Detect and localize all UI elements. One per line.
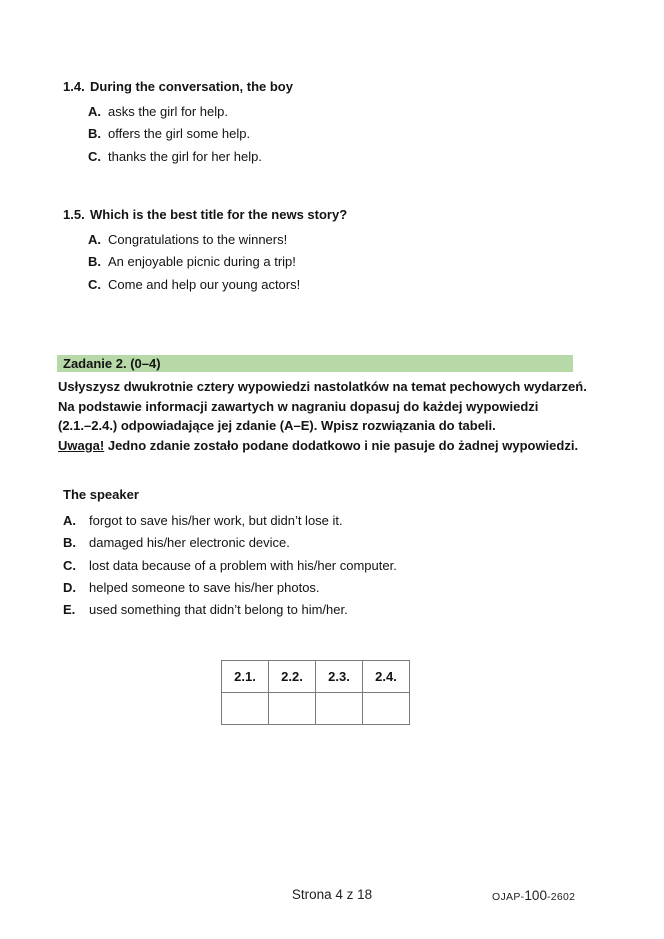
exam-code-mid: 100 <box>524 888 547 903</box>
task-2-instructions <box>58 377 587 455</box>
answer-cell-2-4 <box>363 693 410 725</box>
exam-code-prefix: OJAP- <box>492 891 525 903</box>
question-1-5-heading <box>63 207 347 222</box>
answer-cell-2-3 <box>316 693 363 725</box>
question-number: 1.5. <box>63 207 85 222</box>
note-text: Jedno zdanie zostało podane dodatkowo i nie pasuje do żadnej wypowiedzi. <box>104 437 579 453</box>
question-1-4-heading <box>63 79 293 94</box>
question-1-4-options <box>88 101 293 168</box>
instruction-line: Na podstawie informacji zawartych w nagraniu dopasuj do każdej wypowiedzi <box>58 398 539 414</box>
option-b <box>88 251 347 273</box>
exam-code-suffix: -2602 <box>546 891 576 903</box>
question-prompt: During the conversation, the boy <box>90 79 293 94</box>
option-c <box>88 146 293 168</box>
statement-text: lost data because of a problem with his/her computer. <box>89 557 397 573</box>
answer-header-2-1: 2.1. <box>222 661 269 693</box>
instruction-note <box>58 436 587 456</box>
option-a <box>88 101 293 123</box>
speaker-heading: The speaker <box>63 487 139 502</box>
option-text: Come and help our young actors! <box>108 276 301 292</box>
task-2-header-bar <box>57 355 573 372</box>
option-text: thanks the girl for her help. <box>108 148 262 164</box>
answer-cell-2-1 <box>222 693 269 725</box>
option-letter: C. <box>88 276 101 292</box>
answer-table-header-row <box>222 661 410 693</box>
question-1-5 <box>63 207 347 296</box>
statement-text: damaged his/her electronic device. <box>89 535 290 551</box>
answer-header-2-2: 2.2. <box>269 661 316 693</box>
statement-letter: B. <box>63 535 76 551</box>
option-text: An enjoyable picnic during a trip! <box>108 254 296 270</box>
statement-a <box>63 510 397 532</box>
statement-c <box>63 555 397 577</box>
footer-exam-code <box>492 888 575 903</box>
instruction-line: Usłyszysz dwukrotnie cztery wypowiedzi nastolatków na temat pechowych wydarzeń. <box>58 379 587 394</box>
question-1-5-options <box>88 229 347 296</box>
option-b <box>88 123 293 145</box>
footer-page-number: Strona 4 z 18 <box>291 887 373 902</box>
answer-table-body-row <box>222 693 410 725</box>
statement-letter: E. <box>63 602 76 618</box>
statement-letter: C. <box>63 557 76 573</box>
question-1-4 <box>63 79 293 168</box>
note-label: Uwaga! <box>58 437 105 453</box>
option-a <box>88 229 347 251</box>
option-text: asks the girl for help. <box>108 104 228 119</box>
option-letter: A. <box>88 104 101 119</box>
answer-header-2-4: 2.4. <box>363 661 410 693</box>
option-text: Congratulations to the winners! <box>108 232 288 247</box>
question-number: 1.4. <box>63 79 85 94</box>
option-letter: B. <box>88 254 101 270</box>
option-letter: A. <box>88 232 101 247</box>
statement-d <box>63 577 397 599</box>
statement-letter: D. <box>63 579 76 595</box>
answer-table <box>221 660 410 725</box>
option-c <box>88 274 347 296</box>
speaker-statements <box>63 510 397 621</box>
option-letter: B. <box>88 126 101 142</box>
question-prompt: Which is the best title for the news story? <box>90 207 348 222</box>
statement-text: forgot to save his/her work, but didn’t lose it. <box>89 513 343 528</box>
statement-text: helped someone to save his/her photos. <box>89 579 320 595</box>
task-2-title: Zadanie 2. (0–4) <box>63 356 161 371</box>
instruction-line: (2.1.–2.4.) odpowiadające jej zdanie (A–E). Wpisz rozwiązania do tabeli. <box>58 418 496 434</box>
statement-text: used something that didn’t belong to him/her. <box>89 602 348 618</box>
option-letter: C. <box>88 148 101 164</box>
statement-letter: A. <box>63 513 76 528</box>
answer-cell-2-2 <box>269 693 316 725</box>
statement-b <box>63 532 397 554</box>
statement-e <box>63 599 397 621</box>
answer-header-2-3: 2.3. <box>316 661 363 693</box>
option-text: offers the girl some help. <box>108 126 251 142</box>
